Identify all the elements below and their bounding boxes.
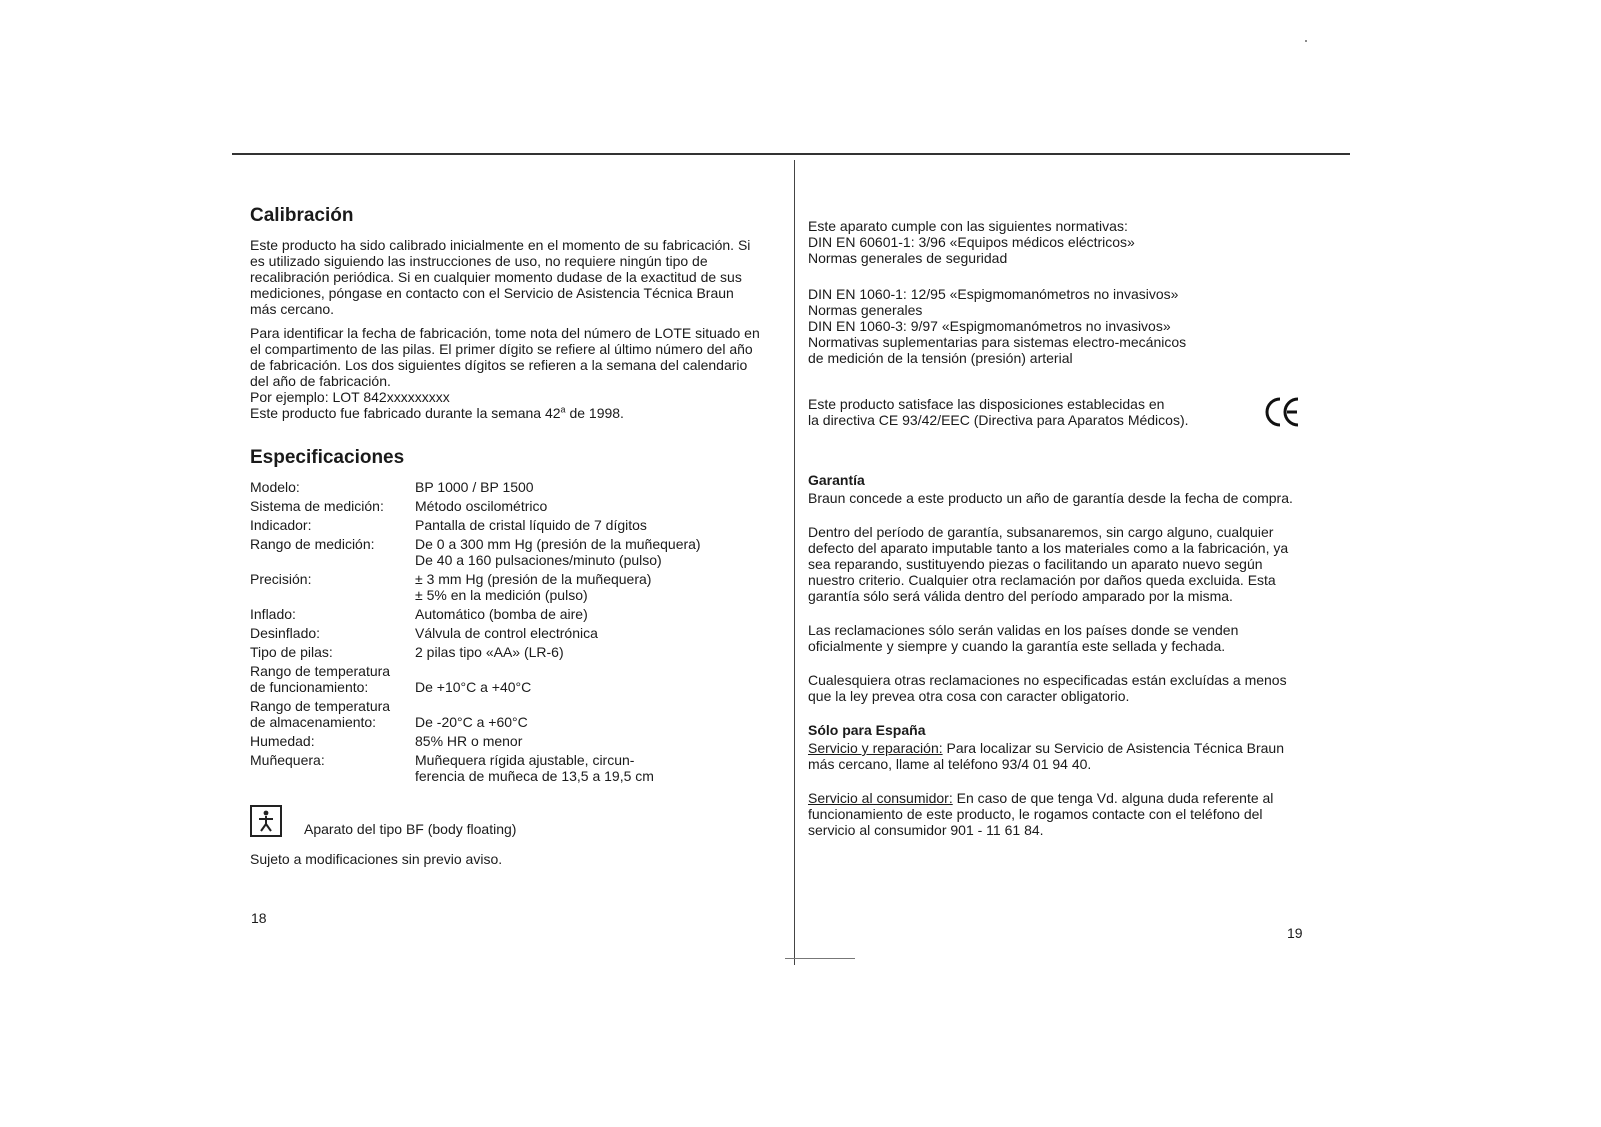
spec-row xyxy=(250,479,760,498)
norms-block-1: Este aparato cumple con las siguientes normativas: DIN EN 60601-1: 3/96 «Equipos médicos eléctricos» Normas generales de seguridad xyxy=(808,218,1135,266)
ce-compliance-text: Este producto satisface las disposiciones establecidas en la directiva CE 93/42/EEC (Directiva para Aparatos Médicos). xyxy=(808,396,1189,428)
subject-to-change-note: Sujeto a modificaciones sin previo aviso. xyxy=(250,851,503,867)
ordinal-superscript: a xyxy=(560,404,566,415)
spec-row xyxy=(250,517,760,536)
spec-value: 2 pilas tipo «AA» (LR-6) xyxy=(415,644,564,660)
spec-row xyxy=(250,606,760,625)
spec-row xyxy=(250,571,760,606)
calibration-title: Calibración xyxy=(250,205,354,226)
spec-value: Pantalla de cristal líquido de 7 dígitos xyxy=(415,517,647,533)
consumer-service-label: Servicio al consumidor: xyxy=(808,790,953,806)
spec-label: Humedad: xyxy=(250,733,315,749)
norms-block-2: DIN EN 1060-1: 12/95 «Espigmomanómetros no invasivos» Normas generales DIN EN 1060-3: 9/97 «Espigmomanómetros no invasivos» Normativas suplementarias para sistemas electro-mecánicos de medición de la tensión (presión) arterial xyxy=(808,286,1187,366)
body-floating-icon xyxy=(250,805,282,837)
spec-label: Muñequera: xyxy=(250,752,325,768)
consumer-service-text: En caso de que tenga Vd. alguna duda referente al funcionamiento de este producto, le rogamos contacte con el teléfono del servicio al consumidor 901 - 11 61 84. xyxy=(808,790,1274,838)
page-number-left: 18 xyxy=(251,910,267,926)
warranty-paragraph-3: Las reclamaciones sólo serán validas en los países donde se venden oficialmente y siempre y cuando la garantía este sellada y fechada. xyxy=(808,622,1239,654)
spec-label: Precisión: xyxy=(250,571,312,587)
spec-row xyxy=(250,644,760,663)
spec-label: Indicador: xyxy=(250,517,312,533)
left-page xyxy=(250,205,760,867)
bf-text: Aparato del tipo BF (body floating) xyxy=(304,821,517,837)
warranty-title: Garantía xyxy=(808,472,865,488)
spec-label: Rango de medición: xyxy=(250,536,375,552)
bf-symbol-row xyxy=(250,805,760,837)
spec-value: De 0 a 300 mm Hg (presión de la muñequera) De 40 a 160 pulsaciones/minuto (pulso) xyxy=(415,536,701,568)
right-page xyxy=(808,218,1313,856)
scan-speck xyxy=(1305,40,1307,42)
manufacture-sentence xyxy=(250,405,760,421)
specs-title: Especificaciones xyxy=(250,447,405,468)
spec-row xyxy=(250,536,760,571)
spec-row xyxy=(250,698,760,733)
spec-label: Desinflado: xyxy=(250,625,321,641)
spec-label: Tipo de pilas: xyxy=(250,644,333,660)
top-rule xyxy=(232,153,1350,155)
spec-value: Automático (bomba de aire) xyxy=(415,606,588,622)
spec-row xyxy=(250,625,760,644)
service-repair-paragraph xyxy=(808,740,1313,772)
spec-label: Rango de temperatura de funcionamiento: xyxy=(250,663,391,695)
spec-value: ± 3 mm Hg (presión de la muñequera) ± 5% en la medición (pulso) xyxy=(415,571,652,603)
spec-row xyxy=(250,733,760,752)
calibration-paragraph-1: Este producto ha sido calibrado inicialmente en el momento de su fabricación. Si es utilizado siguiendo las instrucciones de uso, no requiere ningún tipo de recalibración periódica. Si en cualquier momento dudase de la exactitud de sus mediciones, póngase en contacto con el Servicio de Asistencia Técnica Braun más cercano. xyxy=(250,237,751,317)
specs-table xyxy=(250,479,760,787)
spec-value: Muñequera rígida ajustable, circun- ferencia de muñeca de 13,5 a 19,5 cm xyxy=(415,752,654,784)
person-figure-icon xyxy=(254,809,278,833)
spec-row xyxy=(250,498,760,517)
consumer-service-paragraph xyxy=(808,790,1313,838)
spec-label: Sistema de medición: xyxy=(250,498,384,514)
manufacture-year: de 1998. xyxy=(565,405,624,421)
spec-value: Método oscilométrico xyxy=(415,498,548,514)
service-repair-label: Servicio y reparación: xyxy=(808,740,943,756)
spec-label: Rango de temperatura de almacenamiento: xyxy=(250,698,391,730)
spec-value: De -20°C a +60°C xyxy=(415,714,528,730)
warranty-paragraph-2: Dentro del período de garantía, subsanaremos, sin cargo alguno, cualquier defecto del aparato imputable tanto a los materiales como a la fabricación, ya sea reparando, sustituyendo piezas o facilitando un aparato nuevo según nuestro criterio. Cualquier otra reclamación por daños queda excluida. Esta garantía sólo será válida dentro del período amparado por la misma. xyxy=(808,524,1289,604)
lot-example: Por ejemplo: LOT 842xxxxxxxxx xyxy=(250,389,450,405)
ce-compliance-row xyxy=(808,392,1313,432)
service-repair-text: Para localizar su Servicio de Asistencia Técnica Braun más cercano, llame al teléfono 93/4 01 94 40. xyxy=(808,740,1284,772)
spec-value: Válvula de control electrónica xyxy=(415,625,598,641)
spec-label: Modelo: xyxy=(250,479,300,495)
page-divider xyxy=(794,160,795,965)
warranty-paragraph-4: Cualesquiera otras reclamaciones no especificadas están excluídas a menos que la ley prevea otra cosa con caracter obligatorio. xyxy=(808,672,1287,704)
page-number-right: 19 xyxy=(1287,925,1303,941)
spec-value: BP 1000 / BP 1500 xyxy=(415,479,534,495)
manufacture-text: Este producto fue fabricado durante la semana 42 xyxy=(250,405,561,421)
spec-value: 85% HR o menor xyxy=(415,733,523,749)
spec-label: Inflado: xyxy=(250,606,296,622)
spain-only-title: Sólo para España xyxy=(808,722,926,738)
ce-mark-icon xyxy=(1263,392,1303,432)
warranty-paragraph-1: Braun concede a este producto un año de garantía desde la fecha de compra. xyxy=(808,490,1293,506)
spec-row xyxy=(250,752,760,787)
spec-value: De +10°C a +40°C xyxy=(415,679,532,695)
divider-foot-rule xyxy=(785,958,855,959)
spec-row xyxy=(250,663,760,698)
calibration-paragraph-2: Para identificar la fecha de fabricación, tome nota del número de LOTE situado en el compartimento de las pilas. El primer dígito se refiere al último número del año de fabricación. Los dos siguientes dígitos se refieren a la semana del calendario del año de fabricación. xyxy=(250,325,760,389)
